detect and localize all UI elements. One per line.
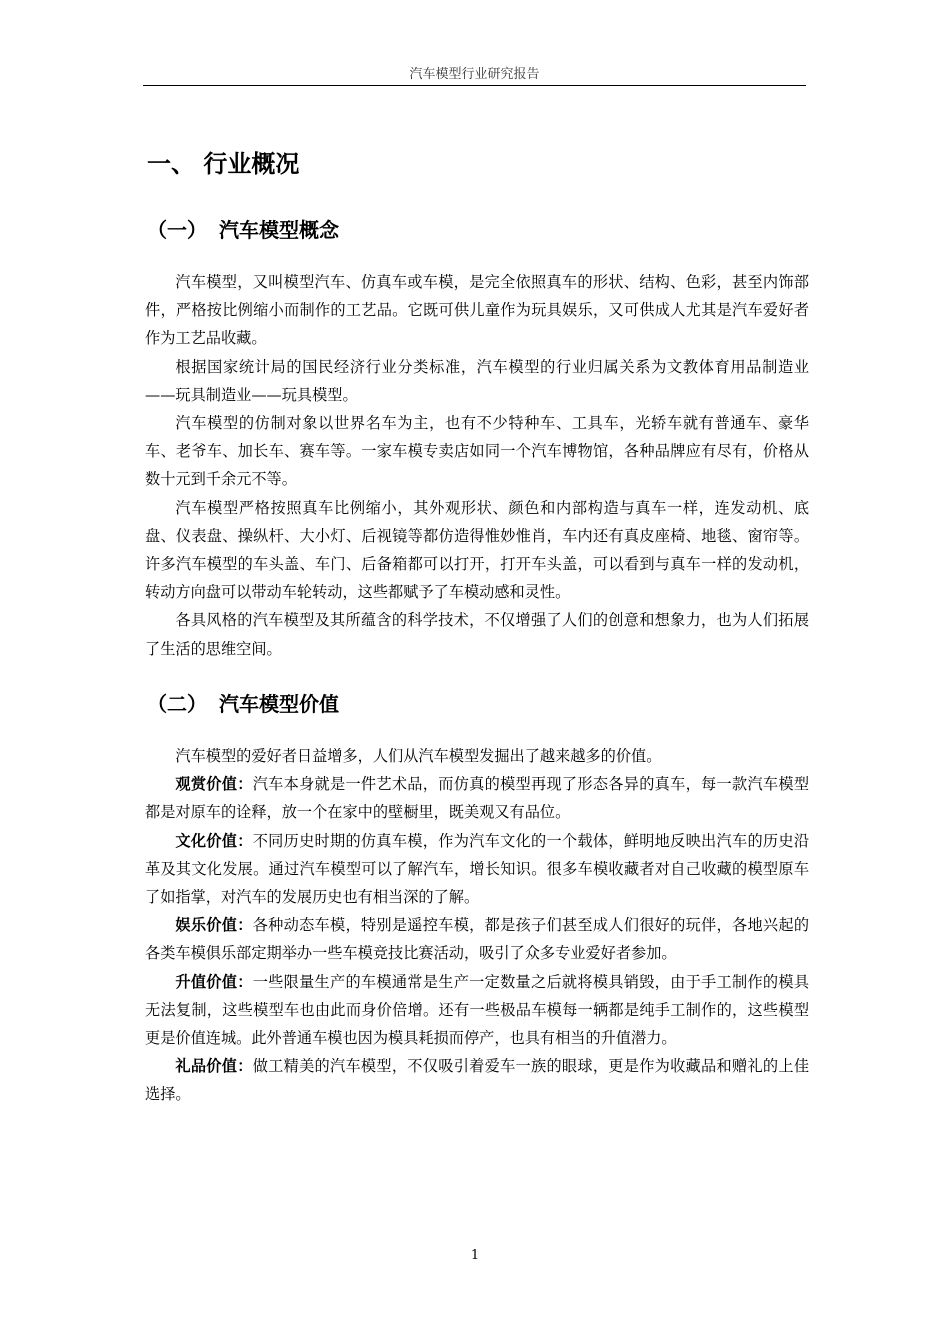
- paragraph: 汽车模型的爱好者日益增多，人们从汽车模型发掘出了越来越多的价值。: [175, 747, 662, 765]
- value-label: 礼品价值：: [175, 1057, 253, 1076]
- subsection-number: （一）: [147, 218, 207, 242]
- subsection-number: （二）: [147, 692, 207, 716]
- subsection-title: 汽车模型价值: [219, 692, 339, 716]
- value-paragraph: [145, 770, 809, 826]
- running-header: 汽车模型行业研究报告: [409, 67, 540, 82]
- value-label: 升值价值：: [175, 972, 253, 991]
- concept-body: [145, 268, 809, 663]
- value-text: 汽车本身就是一件艺术品，而仿真的模型再现了形态各异的真车，每一款汽车模型都是对原车的诠释，放一个在家中的壁橱里，既美观又有品位。: [145, 775, 810, 822]
- value-paragraph: [145, 968, 809, 1053]
- value-text: 不同历史时期的仿真车模，作为汽车文化的一个载体，鲜明地反映出汽车的历史沿革及其文化发展。通过汽车模型可以了解汽车，增长知识。很多车模收藏者对自己收藏的模型原车了如指掌，对汽车的发展历史也有相当深的了解。: [145, 831, 810, 907]
- value-paragraph: [145, 911, 809, 967]
- value-body: [145, 742, 809, 1109]
- paragraph: 汽车模型的仿制对象以世界名车为主，也有不少特种车、工具车，光轿车就有普通车、豪华车、老爷车、加长车、赛车等。一家车模专卖店如同一个汽车博物馆，各种品牌应有尽有，价格从数十元到千余元不等。: [145, 414, 809, 489]
- value-label: 文化价值：: [175, 831, 253, 850]
- value-text: 各种动态车模，特别是遥控车模，都是孩子们甚至成人们很好的玩伴，各地兴起的各类车模俱乐部定期举办一些车模竞技比赛活动，吸引了众多专业爱好者参加。: [145, 916, 810, 963]
- subsection-heading-2: [147, 689, 339, 719]
- subsection-heading-1: [147, 215, 339, 245]
- paragraph: 汽车模型，又叫模型汽车、仿真车或车模，是完全依照真车的形状、结构、色彩，甚至内饰部件，严格按比例缩小而制作的工艺品。它既可供儿童作为玩具娱乐，又可供成人尤其是汽车爱好者作为工艺品收藏。: [145, 273, 809, 348]
- page-number: 1: [470, 1248, 480, 1263]
- paragraph: 各具风格的汽车模型及其所蕴含的科学技术，不仅增强了人们的创意和想象力，也为人们拓展了生活的思维空间。: [145, 611, 809, 658]
- section-heading: 一、 行业概况: [147, 150, 300, 178]
- value-text: 做工精美的汽车模型，不仅吸引着爱车一族的眼球，更是作为收藏品和赠礼的上佳选择。: [145, 1057, 810, 1104]
- value-paragraph: [145, 1052, 809, 1108]
- value-text: 一些限量生产的车模通常是生产一定数量之后就将模具销毁，由于手工制作的模具无法复制，这些模型车也由此而身价倍增。还有一些极品车模每一辆都是纯手工制作的，这些模型更是价值连城。此外普通车模也因为模具耗损而停产，也具有相当的升值潜力。: [145, 972, 810, 1048]
- header-rule: [143, 85, 806, 86]
- value-label: 娱乐价值：: [175, 916, 253, 935]
- value-paragraph: [145, 827, 809, 912]
- subsection-title: 汽车模型概念: [219, 218, 339, 242]
- value-label: 观赏价值：: [175, 775, 253, 794]
- paragraph: 根据国家统计局的国民经济行业分类标准，汽车模型的行业归属关系为文教体育用品制造业——玩具制造业——玩具模型。: [145, 357, 809, 404]
- paragraph: 汽车模型严格按照真车比例缩小，其外观形状、颜色和内部构造与真车一样，连发动机、底盘、仪表盘、操纵杆、大小灯、后视镜等都仿造得惟妙惟肖，车内还有真皮座椅、地毯、窗帘等。许多汽车模型的车头盖、车门、后备箱都可以打开，打开车头盖，可以看到与真车一样的发动机，转动方向盘可以带动车轮转动，这些都赋予了车模动感和灵性。: [145, 498, 809, 602]
